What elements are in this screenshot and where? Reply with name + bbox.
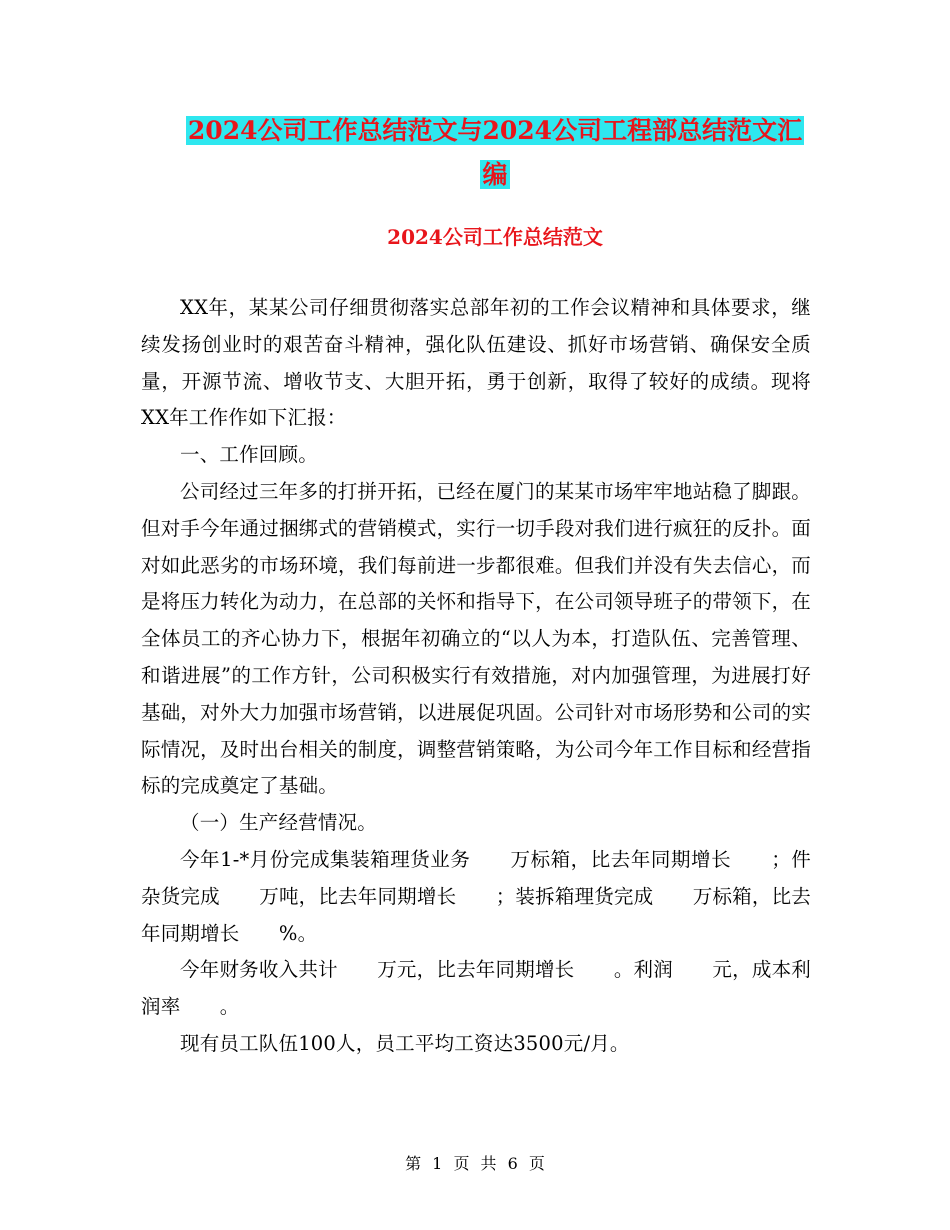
title-highlight: 2024公司工作总结范文与2024公司工程部总结范文汇: [187, 116, 803, 145]
paragraph: 今年1-*月份完成集装箱理货业务 万标箱，比去年同期增长 ；件杂货完成 万吨，比去年同期增长 ；装拆箱理货完成 万标箱，比去年同期增长 %。: [141, 847, 811, 945]
paragraph: （一）生产经营情况。: [180, 811, 378, 835]
title-highlight: 编: [482, 160, 508, 189]
document-body: [141, 290, 811, 1063]
paragraph: 一、工作回顾。: [180, 443, 318, 467]
paragraph: 公司经过三年多的打拼开拓，已经在厦门的某某市场牢牢地站稳了脚跟。但对手今年通过捆绑式的营销模式，实行一切手段对我们进行疯狂的反扑。面对如此恶劣的市场环境，我们每前进一步都很难。但我们并没有失去信心，而是将压力转化为动力，在总部的关怀和指导下，在公司领导班子的带领下，在全体员工的齐心协力下，根据年初确立的“以人为本，打造队伍、完善管理、和谐进展”的工作方针，公司积极实行有效措施，对内加强管理，为进展打好基础，对外大力加强市场营销，以进展促巩固。公司针对市场形势和公司的实际情况，及时出台相关的制度，调整营销策略，为公司今年工作目标和经营指标的完成奠定了基础。: [141, 479, 811, 798]
document-title-line-2: [140, 152, 850, 198]
paragraph: XX年，某某公司仔细贯彻落实总部年初的工作会议精神和具体要求，继续发扬创业时的艰苦奋斗精神，强化队伍建设、抓好市场营销、确保安全质量，开源节流、增收节支、大胆开拓，勇于创新，取得了较好的成绩。现将XX年工作作如下汇报：: [141, 296, 811, 430]
document-title-line-1: [140, 108, 850, 154]
page-footer: 第 1 页 共 6 页: [405, 1154, 545, 1173]
section-title: 2024公司工作总结范文: [387, 225, 603, 249]
paragraph: 现有员工队伍100人，员工平均工资达3500元/月。: [180, 1031, 630, 1055]
paragraph: 今年财务收入共计 万元，比去年同期增长 。利润 元，成本利润率 。: [141, 958, 811, 1019]
